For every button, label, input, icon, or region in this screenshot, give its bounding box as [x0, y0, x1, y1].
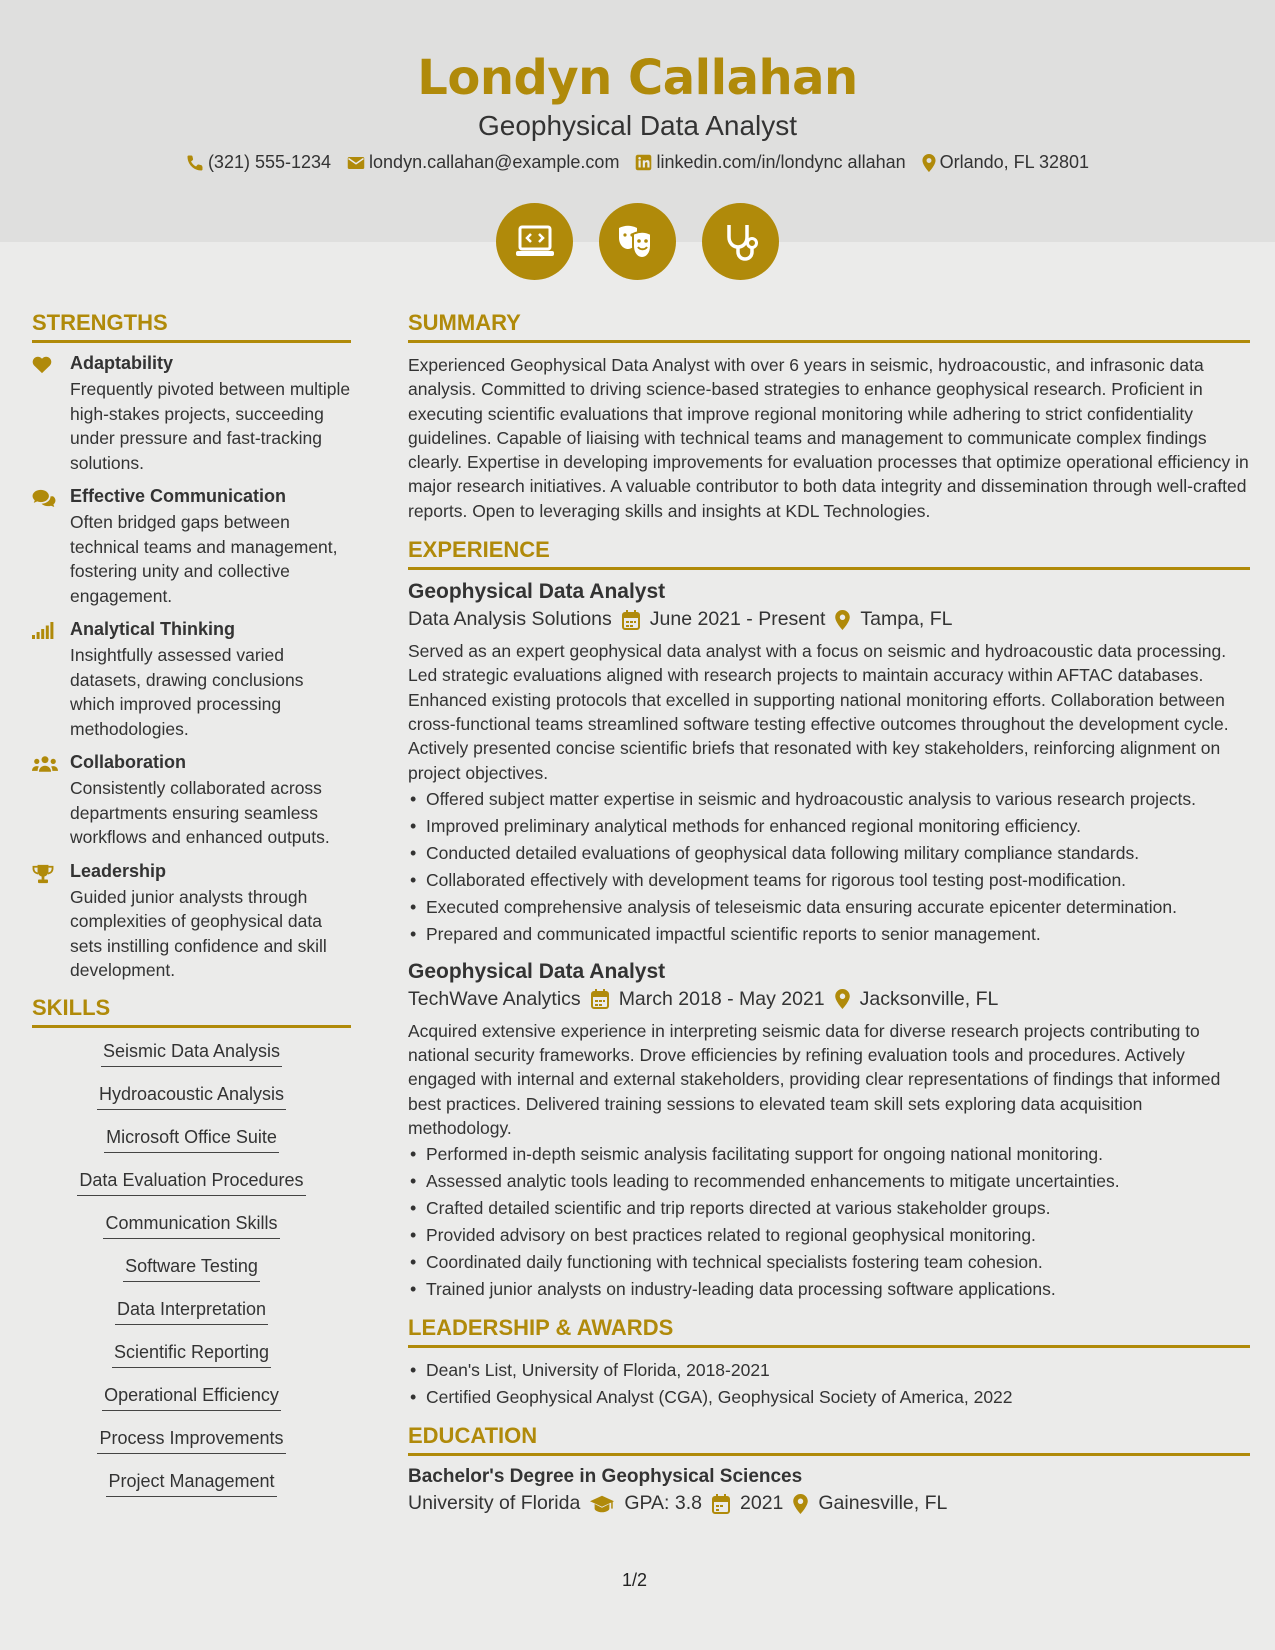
strength-text: Guided junior analysts through complexities of geophysical data sets instilling confidence and skill development. — [70, 886, 327, 980]
list-item: • Assessed analytic tools leading to recommended enhancements to mitigate uncertainties. — [408, 1169, 1250, 1193]
strength-text: Consistently collaborated across departments ensuring seamless workflows and enhanced outputs. — [70, 778, 330, 847]
awards-list — [408, 1358, 1250, 1409]
trophy-icon — [32, 864, 54, 884]
interest-icons — [0, 203, 1275, 280]
calendar-icon — [712, 1494, 730, 1514]
theater-masks-circle — [599, 203, 676, 280]
job-dates: March 2018 - May 2021 — [618, 987, 825, 1010]
skill-tag: Data Evaluation Procedures — [77, 1167, 305, 1196]
job-bullets — [408, 1142, 1250, 1301]
strengths-heading: STRENGTHS — [32, 310, 351, 343]
job-meta — [408, 608, 1250, 631]
skill-tag: Communication Skills — [103, 1210, 279, 1239]
school-name: University of Florida — [408, 1492, 581, 1515]
job-company: Data Analysis Solutions — [408, 608, 612, 631]
contact-phone[interactable]: (321) 555-1234 — [186, 152, 331, 173]
list-item: • Trained junior analysts on industry-leading data processing software applications. — [408, 1277, 1250, 1301]
list-item: • Offered subject matter expertise in seismic and hydroacoustic analysis to various research projects. — [408, 787, 1250, 811]
comments-icon — [32, 489, 56, 507]
job-description: Acquired extensive experience in interpreting seismic data for diverse research projects contributing to national security frameworks. Drove efficiencies by refining evaluation tools and procedures. Actively engaged with internal and external stakeholders, providing clear representations of findings that informed best practices. Delivered training sessions to elevated team skill sets exploring data acquisition methodology. — [408, 1020, 1221, 1139]
experience-section — [408, 537, 1250, 1301]
list-item: • Collaborated effectively with development teams for rigorous tool testing post-modification. — [408, 868, 1250, 892]
envelope-icon — [347, 155, 365, 171]
contact-linkedin[interactable]: linkedin.com/in/londync allahan — [635, 152, 905, 173]
phone-icon — [186, 154, 204, 172]
strength-item — [32, 752, 351, 850]
laptop-code-icon — [515, 225, 555, 259]
job-description: Served as an expert geophysical data analyst with a focus on seismic and hydroacoustic data processing. Led strategic evaluations aligned with research projects to maintain accuracy within AFTAC databases. Enhanced existing protocols that excelled in supporting national monitoring efforts. Collaboration between cross-functional teams streamlined software testing effective outcomes throughout the development cycle. Actively presented concise scientific briefs that resonated with key stakeholders, reinforcing alignment on project objectives. — [408, 641, 1229, 783]
summary-section — [408, 310, 1250, 523]
skill-tag: Process Improvements — [97, 1425, 285, 1454]
theater-masks-icon — [617, 224, 659, 260]
gpa: GPA: 3.8 — [624, 1492, 702, 1515]
strength-item — [32, 619, 351, 741]
skill-tag: Operational Efficiency — [102, 1382, 281, 1411]
summary-text: Experienced Geophysical Data Analyst with over 6 years in seismic, hydroacoustic, and infrasonic data analysis. Committed to driving science-based strategies to enhance geophysical research. Proficient in executing scientific evaluations that improve regional monitoring while adhering to strict confidentiality guidelines. Capable of liaising with technical teams and management to communicate complex findings clearly. Expertise in developing improvements for evaluation processes that optimize operational efficiency in major research initiatives. A valuable contributor to both data integrity and dissemination through well-crafted reports. Open to leveraging skills and insights at KDL Technologies. — [408, 355, 1249, 521]
users-icon — [32, 755, 58, 773]
strength-text: Insightfully assessed varied datasets, drawing conclusions which improved processing methodologies. — [70, 645, 304, 739]
list-item: • Improved preliminary analytical methods for enhanced regional monitoring efficiency. — [408, 814, 1250, 838]
skill-tag: Microsoft Office Suite — [104, 1124, 279, 1153]
strength-item — [32, 486, 351, 608]
signal-icon — [32, 622, 54, 639]
education-section — [408, 1423, 1250, 1515]
map-marker-icon — [835, 610, 850, 630]
strength-name: Collaboration — [70, 752, 186, 772]
calendar-icon — [622, 610, 640, 630]
strength-item — [32, 353, 351, 475]
skill-tag: Seismic Data Analysis — [101, 1038, 282, 1067]
job-location: Tampa, FL — [860, 608, 953, 631]
skill-list — [32, 1038, 351, 1511]
left-column — [32, 310, 351, 1511]
page-number: 1/2 — [622, 1570, 648, 1590]
candidate-title: Geophysical Data Analyst — [477, 110, 798, 141]
job-bullets — [408, 787, 1250, 946]
list-item: • Executed comprehensive analysis of teleseismic data ensuring accurate epicenter determination. — [408, 895, 1250, 919]
skill-tag: Hydroacoustic Analysis — [97, 1081, 286, 1110]
map-marker-icon — [793, 1494, 808, 1514]
strength-item — [32, 861, 351, 983]
list-item: • Crafted detailed scientific and trip reports directed at various stakeholder groups. — [408, 1196, 1250, 1220]
list-item: • Provided advisory on best practices related to regional geophysical monitoring. — [408, 1223, 1250, 1247]
degree-title: Bachelor's Degree in Geophysical Sciences — [408, 1466, 803, 1488]
laptop-code-circle — [496, 203, 573, 280]
skill-tag: Project Management — [106, 1468, 276, 1497]
awards-heading: LEADERSHIP & AWARDS — [408, 1315, 1250, 1348]
skill-tag: Data Interpretation — [115, 1296, 268, 1325]
skills-section — [32, 995, 351, 1511]
job-entry — [408, 960, 1250, 1301]
strength-name: Adaptability — [70, 353, 174, 373]
contact-bar — [0, 152, 1275, 173]
job-dates: June 2021 - Present — [649, 608, 826, 631]
job-meta — [408, 988, 1250, 1011]
contact-email[interactable]: londyn.callahan@example.com — [347, 152, 619, 173]
graduation-cap-icon — [590, 1495, 614, 1513]
strength-text: Often bridged gaps between technical teams and management, fostering unity and collective engagement. — [70, 512, 338, 606]
list-item: • Prepared and communicated impactful scientific reports to senior management. — [408, 922, 1250, 946]
strength-name: Leadership — [70, 860, 167, 881]
map-marker-icon — [922, 154, 936, 172]
list-item: • Certified Geophysical Analyst (CGA), Geophysical Society of America, 2022 — [408, 1385, 1250, 1409]
contact-location: Orlando, FL 32801 — [922, 152, 1089, 173]
job-title: Geophysical Data Analyst — [408, 959, 666, 983]
strength-name: Analytical Thinking — [70, 619, 236, 639]
skill-tag: Scientific Reporting — [112, 1339, 271, 1368]
summary-heading: SUMMARY — [408, 310, 1250, 343]
job-title: Geophysical Data Analyst — [408, 580, 666, 604]
education-meta — [408, 1492, 1250, 1515]
strength-name: Effective Communication — [70, 486, 287, 506]
stethoscope-icon — [724, 223, 758, 261]
job-company: TechWave Analytics — [408, 987, 581, 1010]
strength-text: Frequently pivoted between multiple high-stakes projects, succeeding under pressure and fast-tracking solutions. — [70, 379, 351, 473]
heart-icon — [32, 356, 52, 374]
list-item: • Coordinated daily functioning with technical specialists fostering team cohesion. — [408, 1250, 1250, 1274]
school-location: Gainesville, FL — [818, 1492, 948, 1515]
list-item: • Dean's List, University of Florida, 2018-2021 — [408, 1358, 1250, 1382]
job-location: Jacksonville, FL — [859, 987, 999, 1010]
education-heading: EDUCATION — [408, 1423, 1250, 1456]
stethoscope-circle — [702, 203, 779, 280]
linkedin-icon — [635, 154, 652, 171]
skill-tag: Software Testing — [123, 1253, 260, 1282]
candidate-name: Londyn Callahan — [417, 50, 858, 106]
right-column — [408, 310, 1250, 1515]
awards-section — [408, 1315, 1250, 1409]
graduation-year: 2021 — [740, 1492, 784, 1515]
map-marker-icon — [835, 989, 850, 1009]
list-item: • Performed in-depth seismic analysis facilitating support for ongoing national monitoring. — [408, 1142, 1250, 1166]
job-entry — [408, 580, 1250, 946]
calendar-icon — [591, 989, 609, 1009]
skills-heading: SKILLS — [32, 995, 351, 1028]
experience-heading: EXPERIENCE — [408, 537, 1250, 570]
list-item: • Conducted detailed evaluations of geophysical data following military compliance standards. — [408, 841, 1250, 865]
